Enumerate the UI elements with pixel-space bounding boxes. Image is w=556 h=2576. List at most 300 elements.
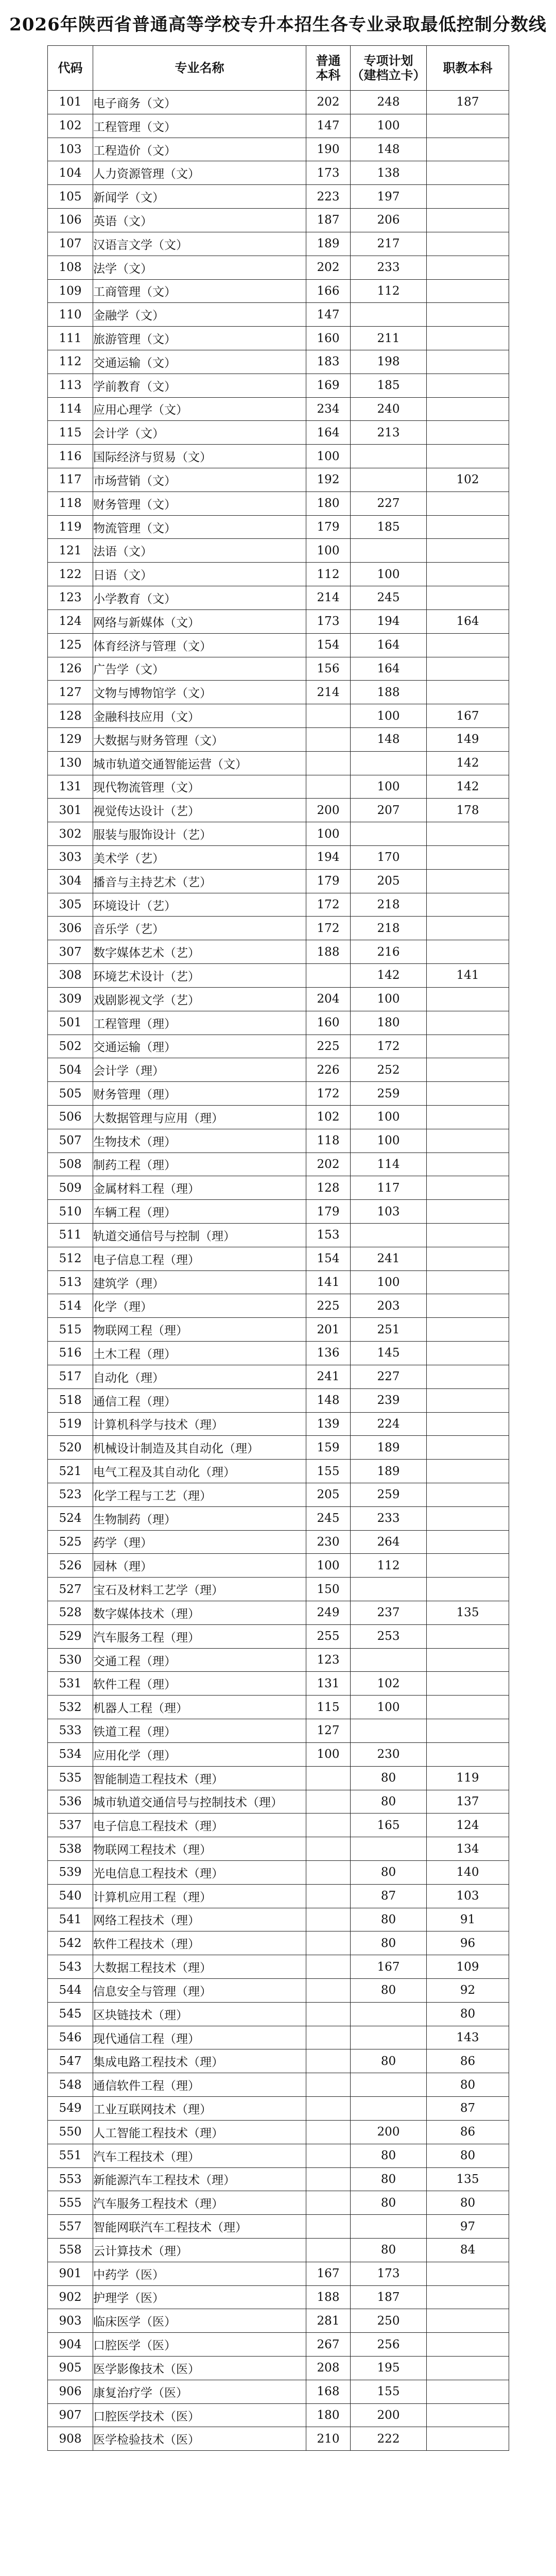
table-row [48,2073,509,2097]
cell-major-name: 城市轨道交通智能运营（文） [93,751,306,775]
cell-code: 501 [48,1011,93,1035]
table-row [48,2120,509,2144]
cell-special: 264 [351,1530,427,1554]
cell-code: 543 [48,1955,93,1979]
cell-major-name: 交通运输（理） [93,1035,306,1058]
cell-special: 251 [351,1318,427,1342]
page-title: 2026年陕西省普通高等学校专升本招生各专业录取最低控制分数线 [9,14,547,35]
table-row [48,1105,509,1129]
cell-vocational [427,987,509,1011]
cell-vocational [427,2427,509,2451]
cell-vocational [427,1742,509,1766]
cell-major-name: 机械设计制造及其自动化（理） [93,1436,306,1460]
cell-special: 256 [351,2333,427,2357]
cell-vocational [427,445,509,468]
table-row [48,1318,509,1342]
cell-code: 102 [48,114,93,138]
cell-vocational [427,421,509,445]
cell-code: 545 [48,2002,93,2026]
cell-major-name: 法语（文） [93,539,306,563]
cell-vocational [427,492,509,515]
cell-code: 308 [48,964,93,988]
cell-major-name: 车辆工程（理） [93,1200,306,1224]
cell-regular: 173 [306,161,351,185]
cell-regular: 202 [306,91,351,114]
cell-vocational [427,185,509,209]
cell-regular [306,964,351,988]
table-row [48,681,509,704]
cell-code: 535 [48,1766,93,1790]
cell-code: 123 [48,586,93,610]
table-row [48,114,509,138]
cell-special: 112 [351,279,427,303]
cell-special: 170 [351,846,427,870]
cell-vocational: 86 [427,2120,509,2144]
table-row [48,846,509,870]
table-row [48,1247,509,1270]
cell-code: 508 [48,1153,93,1176]
cell-major-name: 通信软件工程（理） [93,2073,306,2097]
cell-special: 222 [351,2427,427,2451]
cell-code: 547 [48,2049,93,2073]
cell-code: 122 [48,563,93,586]
cell-special: 172 [351,1035,427,1058]
cell-major-name: 网络工程技术（理） [93,1908,306,1931]
cell-regular: 154 [306,633,351,657]
cell-vocational [427,539,509,563]
cell-major-name: 金融科技应用（文） [93,704,306,728]
cell-regular [306,1979,351,2003]
cell-vocational [427,303,509,327]
cell-special: 185 [351,374,427,397]
table-row [48,751,509,775]
cell-vocational [427,2357,509,2380]
table-row [48,1955,509,1979]
cell-regular: 210 [306,2427,351,2451]
cell-special: 259 [351,1082,427,1106]
cell-vocational [427,1624,509,1648]
cell-special: 80 [351,1979,427,2003]
table-row [48,657,509,681]
cell-regular [306,1790,351,1814]
cell-special: 100 [351,1129,427,1153]
cell-code: 901 [48,2262,93,2285]
table-row [48,1742,509,1766]
table-row [48,1460,509,1483]
cell-major-name: 宝石及材料工艺学（理） [93,1578,306,1601]
table-row [48,987,509,1011]
cell-vocational [427,940,509,964]
cell-special: 100 [351,1270,427,1294]
table-row [48,1365,509,1388]
cell-special: 187 [351,2285,427,2309]
cell-vocational [427,1719,509,1743]
cell-code: 112 [48,350,93,374]
table-row [48,586,509,610]
cell-vocational: 80 [427,2191,509,2215]
cell-regular: 102 [306,1105,351,1129]
cell-vocational: 87 [427,2097,509,2121]
cell-major-name: 小学教育（文） [93,586,306,610]
cell-code: 507 [48,1129,93,1153]
cell-regular: 173 [306,609,351,633]
cell-major-name: 美术学（艺） [93,846,306,870]
cell-regular: 169 [306,374,351,397]
cell-code: 110 [48,303,93,327]
cell-code: 502 [48,1035,93,1058]
cell-vocational [427,2285,509,2309]
cell-code: 506 [48,1105,93,1129]
cell-special: 217 [351,232,427,256]
cell-major-name: 戏剧影视文学（艺） [93,987,306,1011]
cell-regular: 223 [306,185,351,209]
cell-code: 558 [48,2238,93,2262]
cell-special: 252 [351,1058,427,1082]
cell-regular [306,1884,351,1908]
cell-regular: 204 [306,987,351,1011]
cell-regular: 179 [306,515,351,539]
cell-special: 241 [351,1247,427,1270]
cell-regular [306,1860,351,1884]
cell-regular: 100 [306,539,351,563]
table-row [48,445,509,468]
cell-regular: 172 [306,893,351,917]
cell-code: 519 [48,1412,93,1436]
cell-special [351,303,427,327]
cell-major-name: 学前教育（文） [93,374,306,397]
cell-code: 555 [48,2191,93,2215]
cell-major-name: 服装与服饰设计（艺） [93,822,306,846]
cell-code: 117 [48,468,93,492]
cell-regular: 183 [306,350,351,374]
cell-code: 124 [48,609,93,633]
cell-code: 521 [48,1460,93,1483]
cell-vocational: 109 [427,1955,509,1979]
cell-vocational [427,1648,509,1672]
cell-regular: 179 [306,869,351,893]
cell-major-name: 计算机科学与技术（理） [93,1412,306,1436]
cell-regular: 156 [306,657,351,681]
cell-vocational [427,2403,509,2427]
cell-major-name: 市场营销（文） [93,468,306,492]
cell-special: 80 [351,2238,427,2262]
cell-special [351,468,427,492]
cell-special: 230 [351,1742,427,1766]
table-row [48,633,509,657]
cell-major-name: 财务管理（理） [93,1082,306,1106]
cell-special [351,539,427,563]
cell-regular: 147 [306,114,351,138]
cell-regular: 192 [306,468,351,492]
cell-vocational: 96 [427,1931,509,1955]
cell-vocational: 142 [427,751,509,775]
cell-regular: 112 [306,563,351,586]
cell-special [351,2215,427,2239]
cell-vocational [427,350,509,374]
cell-regular: 100 [306,1554,351,1578]
cell-special: 189 [351,1436,427,1460]
cell-major-name: 工程管理（理） [93,1011,306,1035]
cell-code: 533 [48,1719,93,1743]
table-row [48,1624,509,1648]
cell-special: 80 [351,2049,427,2073]
cell-special [351,2026,427,2049]
table-row [48,1860,509,1884]
cell-major-name: 环境艺术设计（艺） [93,964,306,988]
cell-regular: 208 [306,2357,351,2380]
cell-special: 195 [351,2357,427,2380]
cell-code: 516 [48,1342,93,1365]
cell-vocational: 140 [427,1860,509,1884]
cell-major-name: 物联网工程（理） [93,1318,306,1342]
cell-regular: 267 [306,2333,351,2357]
cell-special: 237 [351,1601,427,1625]
cell-regular: 150 [306,1578,351,1601]
cell-regular [306,2002,351,2026]
cell-vocational [427,114,509,138]
cell-vocational [427,1578,509,1601]
cell-regular: 230 [306,1530,351,1554]
table-row [48,185,509,209]
cell-regular: 127 [306,1719,351,1743]
cell-major-name: 集成电路工程技术（理） [93,2049,306,2073]
table-row [48,1294,509,1318]
cell-vocational [427,657,509,681]
cell-regular: 167 [306,2262,351,2285]
cell-regular: 154 [306,1247,351,1270]
cell-vocational [427,1247,509,1270]
cell-major-name: 智能制造工程技术（理） [93,1766,306,1790]
cell-code: 542 [48,1931,93,1955]
cell-regular [306,751,351,775]
table-row [48,2403,509,2427]
cell-regular: 249 [306,1601,351,1625]
table-row [48,1814,509,1837]
cell-regular [306,775,351,799]
cell-regular: 160 [306,327,351,350]
table-header-row [48,46,509,91]
cell-regular: 148 [306,1388,351,1412]
cell-special: 114 [351,1153,427,1176]
cell-major-name: 口腔医学技术（医） [93,2403,306,2427]
table-body [48,91,509,2451]
cell-code: 108 [48,256,93,279]
cell-special: 200 [351,2403,427,2427]
cell-major-name: 计算机应用工程（理） [93,1884,306,1908]
cell-regular: 202 [306,1153,351,1176]
cell-regular: 100 [306,445,351,468]
cell-major-name: 新闻学（文） [93,185,306,209]
cell-vocational [427,397,509,421]
cell-special: 211 [351,327,427,350]
table-row [48,1837,509,1861]
table-row [48,869,509,893]
table-row [48,1790,509,1814]
cell-regular: 245 [306,1506,351,1530]
cell-vocational: 80 [427,2144,509,2167]
cell-major-name: 体育经济与管理（文） [93,633,306,657]
header-special-text: 专项计划 （建档立卡） [351,53,426,82]
cell-major-name: 医学影像技术（医） [93,2357,306,2380]
cell-special: 80 [351,1908,427,1931]
cell-special: 205 [351,869,427,893]
table-row [48,1530,509,1554]
cell-major-name: 金属材料工程（理） [93,1176,306,1200]
cell-code: 113 [48,374,93,397]
cell-regular: 194 [306,846,351,870]
cell-vocational [427,893,509,917]
cell-special: 148 [351,727,427,751]
cell-major-name: 日语（文） [93,563,306,586]
cell-major-name: 土木工程（理） [93,1342,306,1365]
cell-vocational: 92 [427,1979,509,2003]
cell-special: 148 [351,138,427,161]
table-row [48,799,509,822]
cell-special: 112 [351,1554,427,1578]
cell-special: 164 [351,657,427,681]
cell-vocational: 102 [427,468,509,492]
cell-major-name: 电子商务（文） [93,91,306,114]
table-row [48,1979,509,2003]
table-row [48,1129,509,1153]
table-row [48,2026,509,2049]
cell-code: 109 [48,279,93,303]
table-row [48,1153,509,1176]
cell-major-name: 口腔医学（医） [93,2333,306,2357]
cell-code: 511 [48,1224,93,1247]
cell-major-name: 大数据工程技术（理） [93,1955,306,1979]
table-row [48,2097,509,2121]
cell-major-name: 旅游管理（文） [93,327,306,350]
table-row [48,1035,509,1058]
cell-code: 538 [48,1837,93,1861]
table-row [48,2002,509,2026]
cell-special: 100 [351,1105,427,1129]
table-row [48,2309,509,2333]
cell-major-name: 化学工程与工艺（理） [93,1483,306,1506]
cell-major-name: 区块链技术（理） [93,2002,306,2026]
cell-regular: 225 [306,1035,351,1058]
cell-major-name: 会计学（理） [93,1058,306,1082]
cell-code: 129 [48,727,93,751]
cell-regular: 214 [306,586,351,610]
cell-special: 80 [351,1931,427,1955]
table-row [48,893,509,917]
cell-special: 100 [351,563,427,586]
cell-major-name: 电子信息工程（理） [93,1247,306,1270]
cell-special: 239 [351,1388,427,1412]
cell-special: 80 [351,2167,427,2191]
cell-vocational: 137 [427,1790,509,1814]
cell-major-name: 机器人工程（理） [93,1696,306,1719]
cell-vocational [427,1153,509,1176]
cell-code: 539 [48,1860,93,1884]
cell-regular: 147 [306,303,351,327]
cell-code: 309 [48,987,93,1011]
cell-vocational: 134 [427,1837,509,1861]
cell-regular: 179 [306,1200,351,1224]
cell-special [351,445,427,468]
table-row [48,2427,509,2451]
cell-major-name: 法学（文） [93,256,306,279]
cell-vocational [427,1696,509,1719]
table-row [48,609,509,633]
cell-major-name: 通信工程（理） [93,1388,306,1412]
cell-code: 504 [48,1058,93,1082]
cell-special: 180 [351,1011,427,1035]
cell-special: 216 [351,940,427,964]
cell-regular: 115 [306,1696,351,1719]
cell-vocational: 141 [427,964,509,988]
cell-regular: 166 [306,279,351,303]
cell-major-name: 会计学（文） [93,421,306,445]
table-row [48,91,509,114]
cell-special [351,1224,427,1247]
cell-major-name: 财务管理（文） [93,492,306,515]
cell-regular [306,727,351,751]
cell-regular: 100 [306,822,351,846]
cell-code: 520 [48,1436,93,1460]
cell-regular: 226 [306,1058,351,1082]
cell-code: 513 [48,1270,93,1294]
cell-code: 302 [48,822,93,846]
cell-code: 528 [48,1601,93,1625]
table-row [48,2380,509,2403]
cell-regular: 200 [306,799,351,822]
cell-major-name: 工商管理（文） [93,279,306,303]
cell-code: 526 [48,1554,93,1578]
cell-major-name: 汽车服务工程（理） [93,1624,306,1648]
cell-special: 80 [351,1790,427,1814]
cell-code: 537 [48,1814,93,1837]
cell-regular [306,1814,351,1837]
score-table [47,45,509,2451]
cell-vocational [427,1105,509,1129]
cell-vocational [427,1506,509,1530]
cell-code: 307 [48,940,93,964]
cell-vocational: 103 [427,1884,509,1908]
cell-special: 80 [351,2144,427,2167]
table-row [48,161,509,185]
cell-regular: 255 [306,1624,351,1648]
cell-vocational [427,2262,509,2285]
cell-major-name: 建筑学（理） [93,1270,306,1294]
cell-code: 125 [48,633,93,657]
cell-regular: 190 [306,138,351,161]
cell-special: 248 [351,91,427,114]
cell-special: 165 [351,1814,427,1837]
cell-regular [306,2238,351,2262]
cell-major-name: 云计算技术（理） [93,2238,306,2262]
cell-special: 167 [351,1955,427,1979]
cell-code: 105 [48,185,93,209]
table-row [48,822,509,846]
cell-special: 138 [351,161,427,185]
cell-vocational [427,515,509,539]
cell-code: 903 [48,2309,93,2333]
cell-vocational: 135 [427,1601,509,1625]
cell-code: 512 [48,1247,93,1270]
cell-vocational: 149 [427,727,509,751]
cell-vocational [427,1436,509,1460]
table-row [48,1270,509,1294]
cell-major-name: 电子信息工程技术（理） [93,1814,306,1837]
table-row [48,421,509,445]
cell-special: 203 [351,1294,427,1318]
table-row [48,940,509,964]
cell-vocational [427,1365,509,1388]
cell-special: 224 [351,1412,427,1436]
